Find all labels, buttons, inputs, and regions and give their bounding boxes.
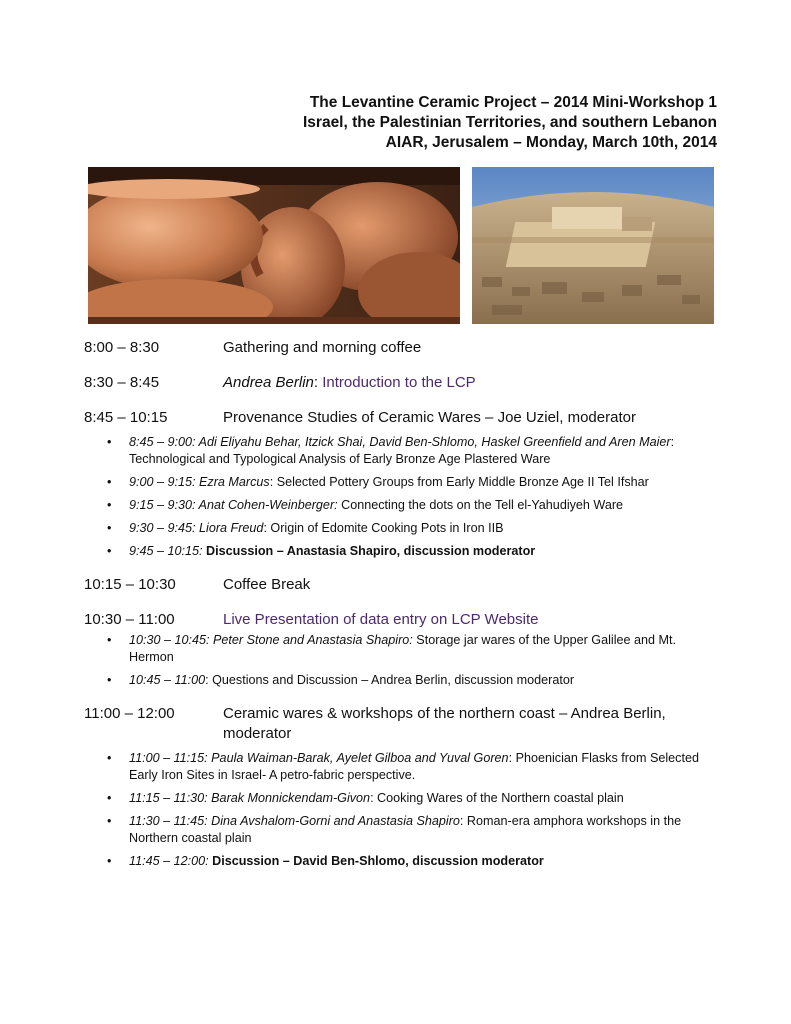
talk-item <box>84 813 724 847</box>
header-line-title: The Levantine Ceramic Project – 2014 Mini-Workshop 1 <box>309 94 717 111</box>
session-provenance <box>84 408 724 560</box>
session-title: Ceramic wares & workshops of the northern coast – Andrea Berlin, moderator <box>223 705 666 742</box>
bullet-icon: • <box>107 673 112 687</box>
session-time: 10:15 – 10:30 <box>84 576 176 593</box>
talk-item <box>84 632 724 666</box>
session-title: Gathering and morning coffee <box>223 339 422 356</box>
bullet-icon: • <box>107 544 112 558</box>
bullet-icon: • <box>107 435 112 449</box>
talk-text: Discussion – Anastasia Shapiro, discussion moderator <box>202 544 536 558</box>
session-title: Provenance Studies of Ceramic Wares – Joe Uziel, moderator <box>223 409 636 426</box>
session-coffee-break <box>84 575 724 595</box>
talk-lead: 9:45 – 10:15: <box>129 544 203 558</box>
talk-lead: 11:15 – 11:30: Barak Monnickendam-Givon <box>129 791 371 805</box>
bullet-icon: • <box>107 814 112 828</box>
bullet-icon: • <box>107 498 112 512</box>
talk-lead: 9:15 – 9:30: Anat Cohen-Weinberger: <box>129 498 338 512</box>
talk-text: Discussion – David Ben-Shlomo, discussion moderator <box>208 854 544 868</box>
bullet-icon: • <box>107 751 112 765</box>
talk-text: : Origin of Edomite Cooking Pots in Iron IIB <box>263 521 504 535</box>
talk-list <box>84 434 724 560</box>
pottery-jars-photo <box>88 167 460 324</box>
talk-item <box>84 520 724 537</box>
jerusalem-aerial-photo <box>472 167 714 324</box>
bullet-icon: • <box>107 633 112 647</box>
talk-lead: 11:45 – 12:00: <box>129 854 209 868</box>
talk-item <box>84 750 724 784</box>
session-introduction <box>84 373 724 393</box>
bullet-icon: • <box>107 475 112 489</box>
session-title-link: Introduction to the LCP <box>322 374 476 391</box>
session-live-presentation <box>84 610 724 689</box>
talk-item <box>84 543 724 560</box>
session-northern-coast <box>84 704 724 870</box>
speaker-separator: : <box>313 374 323 391</box>
talk-item <box>84 672 724 689</box>
talk-lead: 10:30 – 10:45: Peter Stone and Anastasia Shapiro: <box>129 633 413 647</box>
talk-text: : Questions and Discussion – Andrea Berlin, discussion moderator <box>205 673 575 687</box>
session-time: 8:45 – 10:15 <box>84 409 168 426</box>
talk-text: Storage jar wares of the Upper Galilee and Mt. Hermon <box>129 633 676 664</box>
session-time: 8:30 – 8:45 <box>84 374 160 391</box>
talk-lead: 9:30 – 9:45: Liora Freud <box>129 521 264 535</box>
talk-text: Connecting the dots on the Tell el-Yahudiyeh Ware <box>337 498 624 512</box>
talk-item <box>84 853 724 870</box>
talk-item <box>84 497 724 514</box>
schedule <box>84 338 724 885</box>
talk-lead: 8:45 – 9:00: Adi Eliyahu Behar, Itzick Shai, David Ben-Shlomo, Haskel Greenfield and Aren Maier <box>129 435 671 449</box>
talk-lead: 11:30 – 11:45: Dina Avshalom-Gorni and Anastasia Shapiro <box>129 814 460 828</box>
bullet-icon: • <box>107 854 112 868</box>
session-title-link: Live Presentation of data entry on LCP Website <box>223 611 539 628</box>
talk-item <box>84 434 724 468</box>
talk-text: : Technological and Typological Analysis of Early Bronze Age Plastered Ware <box>129 435 675 466</box>
talk-lead: 10:45 – 11:00 <box>129 673 206 687</box>
header-line-venue: AIAR, Jerusalem – Monday, March 10th, 2014 <box>385 134 717 151</box>
talk-text: : Cooking Wares of the Northern coastal plain <box>370 791 624 805</box>
talk-text: : Selected Pottery Groups from Early Middle Bronze Age II Tel Ifshar <box>269 475 649 489</box>
bullet-icon: • <box>107 791 112 805</box>
document-header <box>200 93 717 153</box>
talk-lead: 9:00 – 9:15: Ezra Marcus <box>129 475 270 489</box>
session-time: 11:00 – 12:00 <box>84 705 175 722</box>
talk-text: : Phoenician Flasks from Selected Early Iron Sites in Israel- A petro-fabric perspective. <box>129 751 699 782</box>
talk-item <box>84 790 724 807</box>
session-time: 8:00 – 8:30 <box>84 339 160 356</box>
session-speaker: Andrea Berlin <box>223 374 314 391</box>
talk-list <box>84 750 724 870</box>
talk-text: : Roman-era amphora workshops in the Northern coastal plain <box>129 814 682 845</box>
header-line-region: Israel, the Palestinian Territories, and southern Lebanon <box>302 114 717 131</box>
talk-item <box>84 474 724 491</box>
talk-list <box>84 632 724 689</box>
session-gathering <box>84 338 724 358</box>
bullet-icon: • <box>107 521 112 535</box>
session-time: 10:30 – 11:00 <box>84 611 175 628</box>
session-title: Coffee Break <box>223 576 311 593</box>
talk-lead: 11:00 – 11:15: Paula Waiman-Barak, Ayelet Gilboa and Yuval Goren <box>129 751 509 765</box>
